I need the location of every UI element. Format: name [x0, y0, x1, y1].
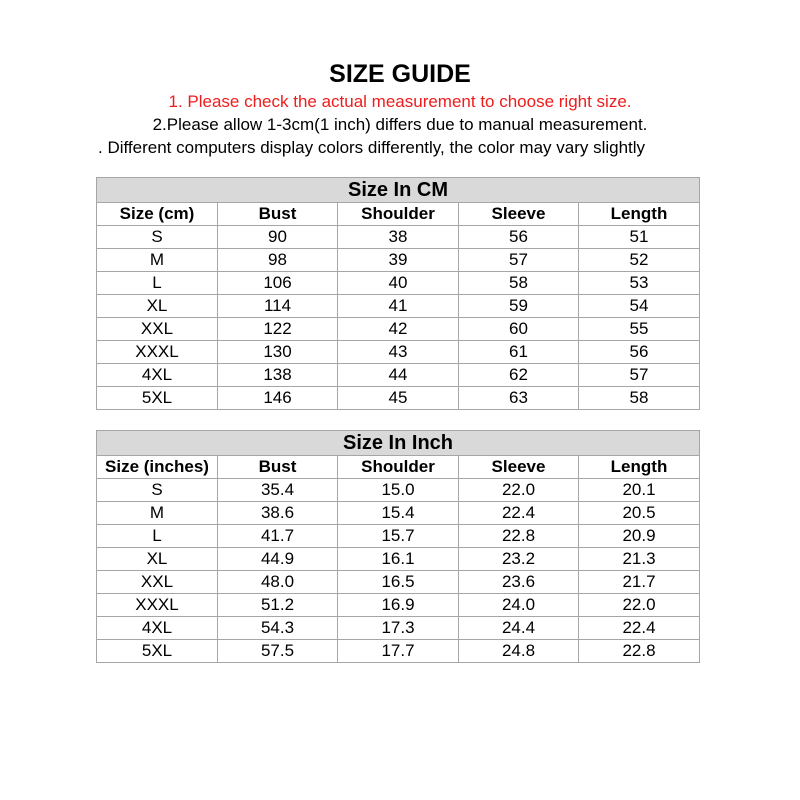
cell-bust: 54.3 [218, 617, 338, 640]
cell-bust: 41.7 [218, 525, 338, 548]
cell-bust: 57.5 [218, 640, 338, 663]
cell-length: 20.5 [579, 502, 700, 525]
size-table-cm [96, 177, 700, 410]
cell-bust: 146 [218, 387, 338, 410]
table-row [97, 341, 700, 364]
cell-shoulder: 44 [338, 364, 459, 387]
column-header-sleeve: Sleeve [459, 456, 579, 479]
note-color-variance: . Different computers display colors differently, the color may vary slightly [98, 138, 646, 157]
cell-bust: 130 [218, 341, 338, 364]
header-row-inch [97, 456, 700, 479]
cell-length: 20.1 [579, 479, 700, 502]
cell-shoulder: 15.7 [338, 525, 459, 548]
cell-size: 4XL [97, 617, 218, 640]
cell-sleeve: 58 [459, 272, 579, 295]
cell-bust: 98 [218, 249, 338, 272]
table-row [97, 571, 700, 594]
cell-bust: 106 [218, 272, 338, 295]
cell-sleeve: 22.0 [459, 479, 579, 502]
cell-length: 22.4 [579, 617, 700, 640]
cell-length: 53 [579, 272, 700, 295]
cell-shoulder: 17.3 [338, 617, 459, 640]
column-header-sleeve: Sleeve [459, 203, 579, 226]
cell-length: 51 [579, 226, 700, 249]
column-header-shoulder: Shoulder [338, 456, 459, 479]
cell-bust: 35.4 [218, 479, 338, 502]
cell-sleeve: 24.4 [459, 617, 579, 640]
table-row [97, 387, 700, 410]
column-header-size: Size (inches) [97, 456, 218, 479]
cell-shoulder: 16.9 [338, 594, 459, 617]
cell-sleeve: 23.2 [459, 548, 579, 571]
cell-shoulder: 17.7 [338, 640, 459, 663]
table-row [97, 272, 700, 295]
cell-shoulder: 39 [338, 249, 459, 272]
cell-length: 21.3 [579, 548, 700, 571]
cell-shoulder: 15.0 [338, 479, 459, 502]
table-row [97, 548, 700, 571]
cell-sleeve: 60 [459, 318, 579, 341]
column-header-shoulder: Shoulder [338, 203, 459, 226]
cell-size: XXXL [97, 341, 218, 364]
page-title: SIZE GUIDE [329, 60, 471, 88]
table-row [97, 479, 700, 502]
cell-size: 5XL [97, 640, 218, 663]
cell-size: 5XL [97, 387, 218, 410]
table-row [97, 226, 700, 249]
cell-length: 22.0 [579, 594, 700, 617]
cell-sleeve: 24.8 [459, 640, 579, 663]
cell-length: 21.7 [579, 571, 700, 594]
cell-sleeve: 57 [459, 249, 579, 272]
size-guide-header [0, 58, 800, 159]
cell-size: L [97, 525, 218, 548]
column-header-length: Length [579, 203, 700, 226]
table-row [97, 249, 700, 272]
cell-size: M [97, 502, 218, 525]
cell-length: 54 [579, 295, 700, 318]
cell-bust: 44.9 [218, 548, 338, 571]
cell-sleeve: 56 [459, 226, 579, 249]
table-caption-inch: Size In Inch [97, 431, 700, 456]
cell-shoulder: 38 [338, 226, 459, 249]
cell-length: 56 [579, 341, 700, 364]
cell-bust: 122 [218, 318, 338, 341]
cell-bust: 48.0 [218, 571, 338, 594]
cell-length: 58 [579, 387, 700, 410]
column-header-bust: Bust [218, 456, 338, 479]
table-row [97, 364, 700, 387]
cell-size: XXL [97, 571, 218, 594]
table-caption-cm: Size In CM [97, 178, 700, 203]
table-row [97, 295, 700, 318]
cell-size: XL [97, 295, 218, 318]
cell-bust: 51.2 [218, 594, 338, 617]
cell-size: S [97, 226, 218, 249]
cell-size: XXXL [97, 594, 218, 617]
header-row-cm [97, 203, 700, 226]
cell-shoulder: 43 [338, 341, 459, 364]
cell-length: 20.9 [579, 525, 700, 548]
table-row [97, 617, 700, 640]
cell-shoulder: 15.4 [338, 502, 459, 525]
column-header-size: Size (cm) [97, 203, 218, 226]
note-check-measurement: 1. Please check the actual measurement to choose right size. [168, 92, 632, 111]
cell-bust: 90 [218, 226, 338, 249]
cell-bust: 114 [218, 295, 338, 318]
cell-bust: 38.6 [218, 502, 338, 525]
cell-sleeve: 61 [459, 341, 579, 364]
cell-sleeve: 62 [459, 364, 579, 387]
cell-shoulder: 45 [338, 387, 459, 410]
cell-size: M [97, 249, 218, 272]
cell-sleeve: 22.8 [459, 525, 579, 548]
table-row [97, 640, 700, 663]
column-header-length: Length [579, 456, 700, 479]
table-row [97, 594, 700, 617]
cell-bust: 138 [218, 364, 338, 387]
cell-sleeve: 63 [459, 387, 579, 410]
cell-size: S [97, 479, 218, 502]
cell-length: 57 [579, 364, 700, 387]
table-row [97, 525, 700, 548]
column-header-bust: Bust [218, 203, 338, 226]
cell-shoulder: 40 [338, 272, 459, 295]
table-row [97, 502, 700, 525]
cell-sleeve: 24.0 [459, 594, 579, 617]
cell-shoulder: 16.5 [338, 571, 459, 594]
cell-size: L [97, 272, 218, 295]
cell-length: 55 [579, 318, 700, 341]
table-row [97, 318, 700, 341]
cell-size: XXL [97, 318, 218, 341]
cell-sleeve: 59 [459, 295, 579, 318]
cell-size: XL [97, 548, 218, 571]
size-table-inch [96, 430, 700, 663]
cell-shoulder: 16.1 [338, 548, 459, 571]
cell-length: 52 [579, 249, 700, 272]
cell-shoulder: 42 [338, 318, 459, 341]
cell-shoulder: 41 [338, 295, 459, 318]
cell-size: 4XL [97, 364, 218, 387]
note-allow-difference: 2.Please allow 1-3cm(1 inch) differs due to manual measurement. [152, 115, 648, 134]
cell-sleeve: 23.6 [459, 571, 579, 594]
cell-sleeve: 22.4 [459, 502, 579, 525]
cell-length: 22.8 [579, 640, 700, 663]
